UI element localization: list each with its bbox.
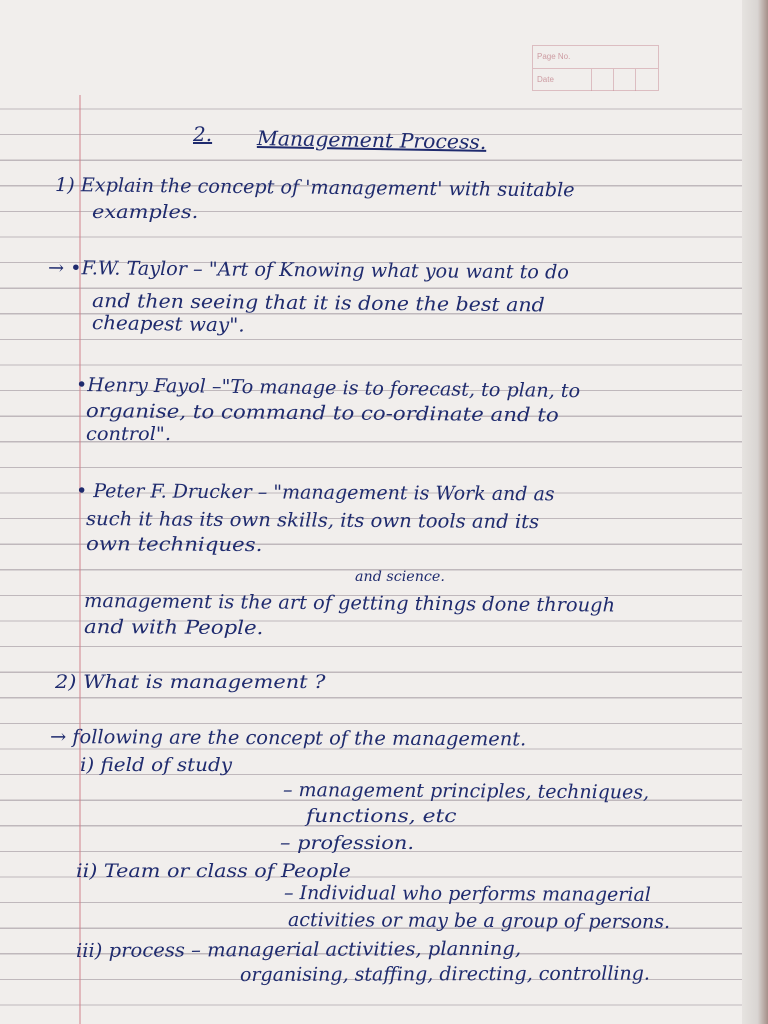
definition-line-2: and with People. — [83, 616, 264, 640]
concept-i-point-1: – management principles, techniques, — [282, 779, 650, 804]
notebook-edge — [742, 0, 768, 1024]
date-divider — [613, 69, 614, 91]
concept-iii-line-2: organising, staffing, directing, controlling. — [239, 962, 650, 986]
drucker-quote-line-3: own techniques. — [85, 533, 263, 557]
concept-i-heading: i) field of study — [80, 754, 233, 776]
title-number: 2. — [193, 122, 213, 146]
date-label: Date — [537, 75, 554, 84]
definition-line-1: management is the art of getting things done through — [83, 590, 616, 617]
concept-ii-heading: ii) Team or class of People — [76, 860, 351, 882]
drucker-quote-line-2: such it has its own skills, its own tools and its — [85, 508, 540, 534]
question-1-line-1: 1) Explain the concept of 'management' with suitable — [54, 174, 575, 202]
date-divider — [635, 69, 636, 91]
concept-ii-point-1: – Individual who performs managerial — [283, 882, 651, 906]
inserted-text: and science. — [355, 569, 445, 585]
question-2: 2) What is management ? — [55, 671, 326, 693]
concept-i-point-2: functions, etc — [306, 805, 457, 827]
concept-intro: → following are the concept of the management. — [49, 726, 527, 751]
fayol-quote-line-2: organise, to command to co-ordinate and to — [85, 400, 559, 427]
taylor-quote-line-1: → •F.W. Taylor – "Art of Knowing what you want to do — [47, 257, 569, 284]
margin-line — [79, 95, 81, 1024]
concept-iii-line-1: iii) process – managerial activities, planning, — [75, 937, 522, 962]
drucker-quote-line-1: • Peter F. Drucker – "management is Work and as — [75, 480, 555, 506]
page-meta-box — [532, 45, 659, 91]
page-no-field — [533, 46, 658, 69]
taylor-quote-line-2: and then seeing that it is done the best and — [91, 290, 545, 317]
concept-i-point-3: – profession. — [280, 832, 414, 854]
taylor-quote-line-3: cheapest way". — [91, 312, 245, 337]
fayol-quote-line-1: •Henry Fayol –"To manage is to forecast, to plan, to — [75, 374, 581, 403]
page-title: Management Process. — [256, 126, 487, 154]
concept-ii-point-2: activities or may be a group of persons. — [287, 909, 671, 934]
question-1-line-2: examples. — [92, 201, 199, 223]
page-no-label: Page No. — [537, 52, 571, 61]
date-divider — [591, 69, 592, 91]
fayol-quote-line-3: control". — [86, 423, 172, 445]
date-field — [533, 69, 658, 91]
